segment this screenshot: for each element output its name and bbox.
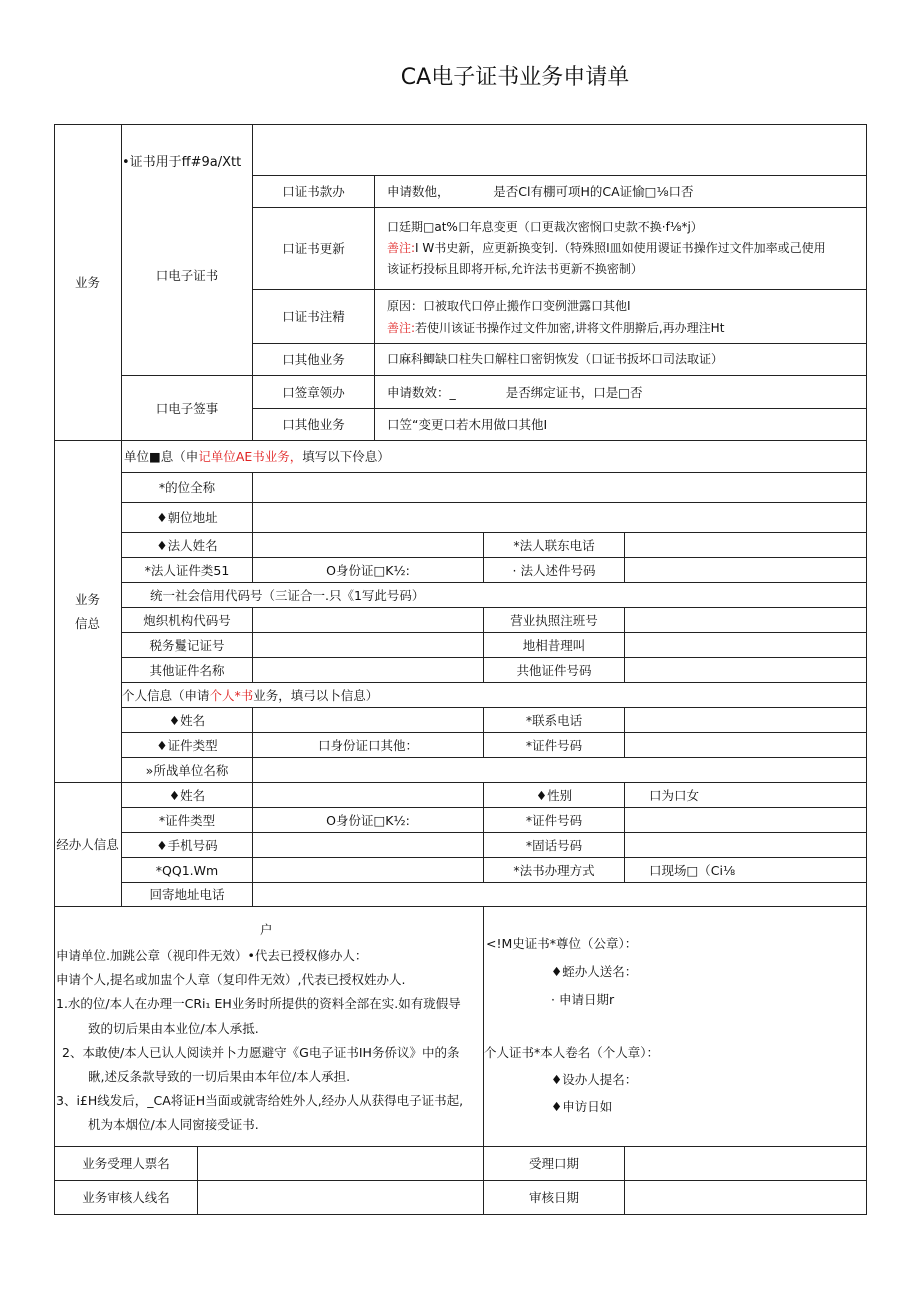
revoke-note-text: 若使川该证书操作过文件加密,讲将文件朋擀后,再办理注Ht bbox=[415, 321, 725, 335]
cert-renew-detail bbox=[387, 217, 826, 280]
declaration-line-2: 申请个人,提名或加盅个人章（复印件无效）,代表已授权姓办人. bbox=[56, 972, 406, 988]
local-tax-input[interactable] bbox=[625, 633, 866, 657]
mail-address-label: 回寄地址电话 bbox=[149, 887, 225, 902]
cert-revoke-option[interactable]: 口证书注精 bbox=[282, 309, 345, 324]
business-section-label: 业务 bbox=[74, 274, 100, 290]
personal-header-red: 个人*书 bbox=[209, 687, 254, 703]
unit-date-label: · 申请日期r bbox=[551, 992, 615, 1007]
personal-id-number-label: *证件号码 bbox=[525, 737, 583, 753]
application-form bbox=[54, 124, 867, 1215]
agent-qq-input[interactable] bbox=[253, 858, 483, 882]
unit-agent-sign-label: ♦蛭办人送名： bbox=[551, 964, 638, 979]
agent-gender-label: ♦性别 bbox=[535, 787, 573, 803]
agent-mobile-input[interactable] bbox=[253, 833, 483, 857]
review-date-label: 审核日期 bbox=[528, 1190, 579, 1205]
cert-other-detail: 口麻科鲫缺口柱失口解柱口密钥恢发（口证书扳坏口司法取证） bbox=[387, 352, 724, 366]
agent-id-type-options[interactable]: O身份证□K½: bbox=[326, 812, 410, 828]
reviewer-label: 业务审核人线名 bbox=[82, 1190, 170, 1205]
business-license-input[interactable] bbox=[625, 608, 866, 632]
info-section-label bbox=[54, 441, 121, 782]
unit-full-name-label: *的位全称 bbox=[158, 480, 216, 495]
agent-method-label: *法书办理方式 bbox=[513, 862, 595, 878]
personal-header-pre: 个人信息（申请 bbox=[122, 687, 210, 703]
personal-id-number-input[interactable] bbox=[625, 733, 866, 757]
sign-apply-option[interactable]: 口签章领办 bbox=[282, 384, 345, 400]
personal-unit-name-input[interactable] bbox=[253, 758, 866, 782]
cert-revoke-line1: 原因：口被取代口停止搬作口变例泄露口其他Ⅰ bbox=[387, 299, 631, 313]
cert-usage-text: •证书用于ff#9a/Xtt bbox=[122, 154, 242, 170]
sign-apply-detail: 申请数效：_ 是否绑定证书，口是□否 bbox=[387, 384, 643, 400]
agent-landline-input[interactable] bbox=[625, 833, 866, 857]
cert-renew-line2 bbox=[387, 238, 826, 259]
accept-date-input[interactable] bbox=[625, 1147, 866, 1180]
agent-id-number-input[interactable] bbox=[625, 808, 866, 832]
agent-id-number-label: *证件号码 bbox=[525, 812, 583, 828]
personal-id-type-options[interactable]: 口身份证口其他： bbox=[317, 737, 418, 753]
revoke-note-label: 善注: bbox=[387, 321, 416, 335]
credit-code-label: 统一社会信用代码号（三证合一.只《1写此号码） bbox=[150, 587, 425, 603]
acceptor-input[interactable] bbox=[198, 1147, 483, 1180]
agent-gender-options[interactable]: 口为口女 bbox=[649, 787, 700, 803]
business-license-label: 营业执照注班号 bbox=[510, 612, 598, 628]
cert-renew-line3: 该证朽投标且即将开标,允许法书更新不换密制） bbox=[387, 262, 643, 276]
acceptor-label: 业务受理人票名 bbox=[82, 1156, 170, 1171]
declaration-line-7: 3、i£H线发后，_CA将证H当面或就寄给姓外人,经办人从获得电子证书起, bbox=[56, 1093, 464, 1109]
unit-info-header bbox=[122, 441, 866, 472]
cert-usage-label bbox=[122, 152, 252, 172]
sign-other-option[interactable]: 口其他业务 bbox=[282, 417, 345, 432]
sign-other-detail: 口笠“变更口若木用做口其他Ⅰ bbox=[387, 417, 548, 432]
agent-id-type-label: *证件类型 bbox=[158, 812, 216, 828]
other-cert-name-label: 其他证件名称 bbox=[149, 662, 225, 678]
legal-phone-label: *法人联东电话 bbox=[513, 537, 595, 553]
e-cert-option[interactable]: 口电子证书 bbox=[155, 268, 219, 283]
unit-address-label: ♦朝位地址 bbox=[156, 510, 218, 525]
declaration-heading: 户 bbox=[260, 922, 273, 937]
agent-name-label: ♦姓名 bbox=[168, 787, 206, 803]
agent-qq-label: *QQ1.Wm bbox=[155, 862, 219, 878]
local-tax-label: 地相昔理叫 bbox=[522, 637, 586, 653]
legal-name-label: ♦法人姓名 bbox=[156, 537, 218, 553]
agent-landline-label: *固话号码 bbox=[525, 837, 583, 853]
declaration-line-6: 瞅,述反条款导致的一切后果由本年位/本人承担. bbox=[88, 1069, 351, 1085]
personal-name-input[interactable] bbox=[253, 708, 483, 732]
personal-info-header bbox=[122, 683, 866, 707]
renew-note-text: I W书史新，应更新换变钊.（特殊照Ⅰ皿如使用谡证书操作过文件加率或己使用 bbox=[415, 241, 826, 255]
personal-id-type-label: ♦证件类型 bbox=[156, 737, 218, 753]
org-code-input[interactable] bbox=[253, 608, 483, 632]
unit-header-red: 记单位AE书业务， bbox=[198, 449, 303, 464]
cert-revoke-line2 bbox=[387, 317, 724, 339]
declaration-line-8: 机为本烟位/本人同窗接受证书. bbox=[88, 1117, 259, 1133]
agent-mobile-label: ♦手机号码 bbox=[156, 837, 218, 853]
tax-reg-label: 税务鬘记证号 bbox=[149, 637, 225, 653]
cert-other-option[interactable]: 口其他业务 bbox=[282, 352, 345, 367]
legal-id-number-label: · 法人述件号码 bbox=[512, 562, 596, 578]
personal-agent-sign-label: ♦设办人提名： bbox=[551, 1072, 638, 1087]
agent-name-input[interactable] bbox=[253, 783, 483, 807]
cert-renew-line1: 口廷期□at%口年息变更（口更裁次密悯口史款不换·f⅛*j） bbox=[387, 220, 703, 234]
unit-header-post: 填写以下伶息） bbox=[302, 449, 390, 464]
agent-section-label: 经办人信息 bbox=[56, 837, 119, 852]
cert-new-option[interactable]: 口证书款办 bbox=[282, 184, 345, 199]
page-title: CA电子证书业务申请单 bbox=[400, 65, 630, 90]
cert-renew-option[interactable]: 口证书更新 bbox=[282, 241, 345, 256]
personal-date-label: ♦申访日如 bbox=[551, 1099, 613, 1114]
unit-header-pre: 单位■息（申 bbox=[124, 449, 199, 464]
info-label-line2: 信总 bbox=[74, 615, 100, 631]
info-label-line1: 业务 bbox=[74, 591, 100, 607]
personal-phone-input[interactable] bbox=[625, 708, 866, 732]
personal-phone-label: *联系电话 bbox=[525, 712, 583, 728]
declaration-line-4: 致的切后果由本业位/本人承抵. bbox=[88, 1020, 259, 1036]
unit-seal-label: <!M史证书*尊位（公章）： bbox=[486, 936, 638, 951]
accept-date-label: 受理口期 bbox=[528, 1156, 579, 1171]
review-date-input[interactable] bbox=[625, 1181, 866, 1214]
legal-name-input[interactable] bbox=[253, 533, 483, 557]
org-code-label: 炮织机构代码号 bbox=[143, 612, 231, 628]
personal-header-post: 业务，填弓以卜信息） bbox=[253, 687, 379, 703]
declaration-line-1: 申请单位.加跳公章（视印件无效）•代去已授权修办人： bbox=[56, 948, 368, 963]
legal-id-type-options[interactable]: O身份证□K½: bbox=[326, 562, 410, 578]
reviewer-input[interactable] bbox=[198, 1181, 483, 1214]
personal-name-label: ♦姓名 bbox=[168, 712, 206, 728]
legal-phone-input[interactable] bbox=[625, 533, 866, 557]
legal-id-type-label: *法人证件类51 bbox=[144, 562, 230, 578]
cert-new-detail: 申请数他， 是否Cl有棚可项H的CA证愉□⅛口否 bbox=[387, 184, 694, 199]
other-cert-name-input[interactable] bbox=[253, 658, 483, 682]
unit-address-input[interactable] bbox=[253, 503, 866, 532]
mail-address-input[interactable] bbox=[253, 883, 866, 906]
declaration-line-3: 1.水的位/本人在办理一CRi₁ EH业务时所提供的资料全部在实.如有珑假导 bbox=[56, 996, 461, 1012]
other-cert-number-label: 共他证件号码 bbox=[516, 662, 592, 678]
cert-revoke-detail bbox=[387, 295, 724, 339]
declaration-text bbox=[56, 944, 463, 1138]
renew-note-label: 善注: bbox=[387, 241, 416, 255]
legal-id-number-input[interactable] bbox=[625, 558, 866, 582]
unit-full-name-input[interactable] bbox=[253, 473, 866, 502]
other-cert-number-input[interactable] bbox=[625, 658, 866, 682]
tax-reg-input[interactable] bbox=[253, 633, 483, 657]
personal-unit-name-label: »所战单位名称 bbox=[145, 762, 229, 778]
declaration-line-5: 2、本敢使/本人已认人阅读并卜力愿避守《G电子证书IH务侨议》中的条 bbox=[62, 1044, 460, 1060]
e-sign-option[interactable]: 口电子签事 bbox=[155, 400, 219, 416]
agent-method-options[interactable]: 口现场□（Ci⅛ bbox=[649, 862, 736, 878]
personal-seal-label: 个人证书*本人卷名（个人章）： bbox=[484, 1045, 660, 1060]
